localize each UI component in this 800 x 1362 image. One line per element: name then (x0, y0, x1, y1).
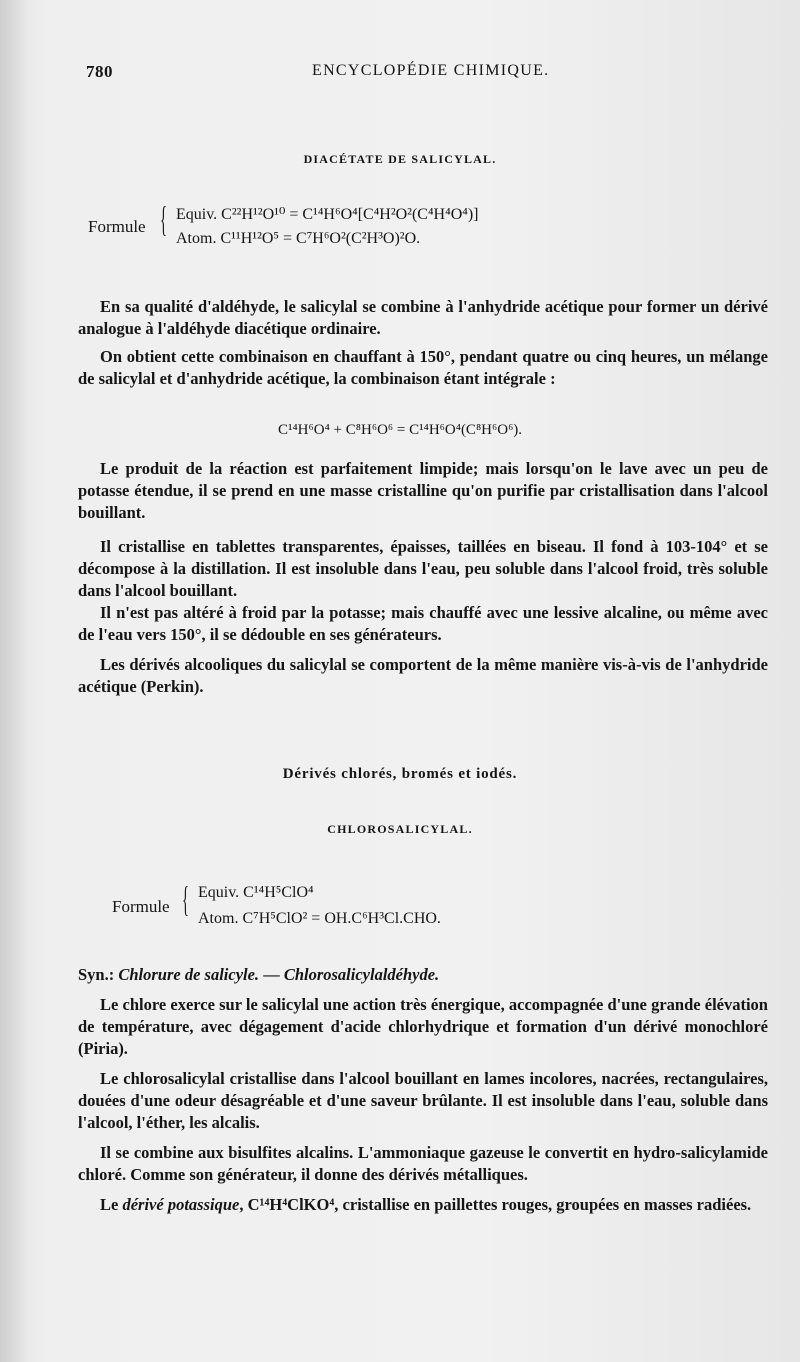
paragraph: Il se combine aux bisulfites alcalins. L'ammoniaque gazeuse le convertit en hydro-salicylamide chloré. Comme son générateur, il donne des dérivés métalliques. (78, 1143, 768, 1184)
paragraph: Le chlore exerce sur le salicylal une action très énergique, accompagnée d'une grande élévation de température, avec dégagement d'acide chlorhydrique et formation d'un dérivé monochloré (Piria). (78, 995, 768, 1058)
section-title-diacetate: DIACÉTATE DE SALICYLAL. (303, 152, 497, 166)
p4-italic-term: dérivé potassique (122, 1195, 240, 1214)
formula-block-chlorosalicylal (112, 879, 752, 934)
page-header (86, 62, 766, 84)
p4-prefix: Le (100, 1195, 123, 1214)
synonyms-line (78, 964, 768, 986)
paragraph: Les dérivés alcooliques du salicylal se comportent de la même manière vis-à-vis de l'anhydride acétique (Perkin). (78, 655, 768, 696)
page-number: 780 (86, 62, 113, 81)
paragraph: On obtient cette combinaison en chauffant à 150°, pendant quatre ou cinq heures, un mélange de salicylal et d'anhydride acétique, la combinaison étant intégrale : (78, 347, 768, 388)
p4-rest: , C¹⁴H⁴ClKO⁴, cristallise en paillettes rouges, groupées en masses radiées. (239, 1195, 752, 1214)
formula-block-diacetate (88, 199, 768, 254)
syn-prefix: Syn.: (78, 965, 119, 984)
section-title-chlorosalicylal: CHLOROSALICYLAL. (327, 822, 473, 836)
syn-name-2: Chlorosalicylaldéhyde. (283, 965, 440, 984)
paragraph: Le produit de la réaction est parfaitement limpide; mais lorsqu'on le lave avec un peu de potasse étendue, il se prend en une masse cristalline qu'on purifie par cristallisation dans l'alcool bouillant. (78, 459, 768, 522)
formula-atom: Atom. C¹¹H¹²O⁵ = C⁷H⁶O²(C²H³O)²O. (176, 230, 421, 247)
paragraph: En sa qualité d'aldéhyde, le salicylal se combine à l'anhydride acétique pour former un dérivé analogue à l'aldéhyde diacétique ordinaire. (78, 297, 768, 338)
running-title: ENCYCLOPÉDIE CHIMIQUE. (312, 62, 550, 79)
section-heading-derives: Dérivés chlorés, bromés et iodés. (282, 766, 518, 782)
formula-label: Formule (112, 897, 170, 916)
formula-equiv: Equiv. C¹⁴H⁵ClO⁴ (198, 884, 314, 901)
binding-shadow (0, 0, 28, 1362)
syn-separator: — (259, 965, 284, 984)
brace-icon: { (160, 199, 167, 239)
formula-equiv: Equiv. C²²H¹²O¹⁰ = C¹⁴H⁶O⁴[C⁴H²O²(C⁴H⁴O⁴)] (176, 206, 479, 223)
paragraph: Il n'est pas altéré à froid par la potasse; mais chauffé avec une lessive alcaline, ou même avec de l'eau vers 150°, il se dédouble en ses générateurs. (78, 603, 768, 644)
paragraph-potassium-derivative (78, 1194, 768, 1216)
brace-icon: { (182, 879, 189, 919)
formula-atom: Atom. C⁷H⁵ClO² = OH.C⁶H³Cl.CHO. (198, 910, 441, 927)
formula-label: Formule (88, 217, 146, 236)
paragraph: Il cristallise en tablettes transparentes, épaisses, taillées en biseau. Il fond à 103-104° et se décompose à la distillation. Il est insoluble dans l'eau, peu soluble dans l'alcool froid, très soluble dans l'alcool bouillant. (78, 537, 768, 600)
paragraph: Le chlorosalicylal cristallise dans l'alcool bouillant en lames incolores, nacrées, rectangulaires, douées d'une odeur désagréable et d'une saveur brûlante. Il est insoluble dans l'eau, soluble dans l'alcool, l'éther, les alcalis. (78, 1069, 768, 1132)
equation: C¹⁴H⁶O⁴ + C⁸H⁶O⁶ = C¹⁴H⁶O⁴(C⁸H⁶O⁶). (277, 422, 523, 438)
syn-name-1: Chlorure de salicyle. (118, 965, 260, 984)
